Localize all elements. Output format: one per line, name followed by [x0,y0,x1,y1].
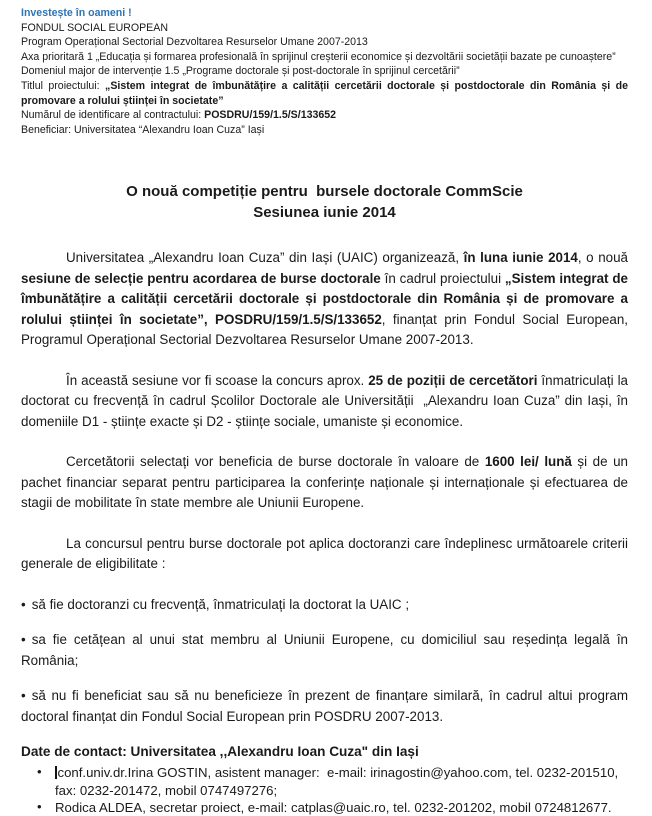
contact-heading: Date de contact: Universitatea ,,Alexandru Ioan Cuza" din Iași [21,744,419,760]
document-body [21,248,628,816]
text-run: 1600 lei/ lună [484,454,572,470]
bullet-icon: • [21,632,26,648]
text-run: POSDRU/159/1.5/S/133652 [204,109,337,122]
bullet-icon: • [37,764,42,780]
header-beneficiary: Beneficiar: Universitatea “Alexandru Ioan Cuza” Iași [21,123,265,136]
text-run: sesiune de selecție pentru acordarea de burse doctorale [21,270,381,286]
text-run: „Sistem integrat de îmbunătățire a calității cercetării doctorale și postdoctorale din România și de promovare a rolului științei în societate” [21,79,628,107]
text-run: , o nouă [577,250,628,266]
list-item [35,799,628,816]
text-run: conf.univ.dr.Irina GOSTIN, asistent manager: e-mail: irinagostin@yahoo.com, tel. 0232-201510, fax: 0232-201472, mobil 0747497276; [55,765,619,798]
text-cursor-caret [55,766,57,779]
text-run: sa fie cetățean al unui stat membru al Uniunii Europene, cu domiciliul sau reședința legală în România; [21,632,628,668]
text-run: și de un pachet financiar separat pentru participarea la conferințe naționale și internaționale și efectuarea de stagii de mobilitate în state membre ale Uniunii Europene. [21,454,629,511]
list-item [21,686,628,727]
funding-header [21,6,628,137]
paragraph-criteria-intro [21,534,628,575]
list-item [21,630,628,671]
list-item [35,764,628,798]
announcement-title-line1: O nouă competiție pentru bursele doctorale CommScie [126,183,523,201]
text-run: , finanțat prin Fondul Social European, Programul Operațional Sectorial Dezvoltarea Resurselor Umane 2007-2013. [21,311,628,348]
text-run: „Sistem integrat de îmbunătățire a calității cercetării doctorale și postdoctorale din România și de promovare a rolului științei în societate”, POSDRU/159/1.5/S/133652 [21,270,628,327]
text-run: să fie doctoranzi cu frecvență, înmatriculați la doctorat la UAIC ; [31,596,410,612]
bullet-icon: • [21,596,26,612]
header-intervention-domain: Domeniul major de intervenție 1.5 „Programe doctorale și post-doctorale în sprijinul cercetării” [21,65,460,78]
paragraph-positions [21,371,628,433]
text-run: Numărul de identificare al contractului: [21,109,205,122]
text-run: în cadrul proiectului [380,270,505,286]
header-fund-name: FONDUL SOCIAL EUROPEAN [21,21,168,34]
header-project-title [21,79,628,108]
header-motto: Investește în oameni ! [21,7,132,19]
text-run: Cercetătorii selectați vor beneficia de burse doctorale în valoare de [66,454,485,470]
text-run: 25 de poziții de cercetători [368,372,538,388]
text-run: Titlul proiectului: [21,79,106,92]
text-run: în luna iunie 2014 [463,250,578,266]
text-run: înmatriculați la doctorat cu frecvență în cadrul Școlilor Doctorale ale Universității „Alexandru Ioan Cuza” din Iași, în domeniile D1 - științe exacte și D2 - științe sociale, umaniste și economice. [21,372,628,429]
paragraph-intro [21,248,628,351]
header-contract-number [21,108,628,123]
eligibility-list [21,595,628,728]
contact-list [35,764,628,816]
text-run: La concursul pentru burse doctorale pot aplica doctoranzi care îndeplinesc următoarele criterii generale de eligibilitate : [21,535,628,572]
paragraph-benefits [21,452,628,514]
text-run: să nu fi beneficiat sau să nu beneficieze în prezent de finanțare similară, în cadrul altui program doctoral finanțat din Fondul Social European prin POSDRU 2007-2013. [21,688,628,724]
text-run: Rodica ALDEA, secretar proiect, e-mail: catplas@uaic.ro, tel. 0232-201202, mobil 0724812677. [55,799,612,815]
bullet-icon: • [37,798,42,814]
list-item [21,595,628,616]
text-run: Universitatea „Alexandru Ioan Cuza” din Iași (UAIC) organizează, [66,250,464,266]
announcement-title [21,181,628,223]
header-priority-axis: Axa prioritară 1 „Educația și formarea profesională în sprijinul creșterii economice și dezvoltării societății bazate pe cunoaștere” [21,50,616,63]
text-run: În această sesiune vor fi scoase la concurs aprox. [66,372,369,388]
announcement-title-line2: Sesiunea iunie 2014 [253,204,396,222]
header-program-name: Program Operațional Sectorial Dezvoltarea Resurselor Umane 2007-2013 [21,36,368,49]
bullet-icon: • [21,688,26,704]
